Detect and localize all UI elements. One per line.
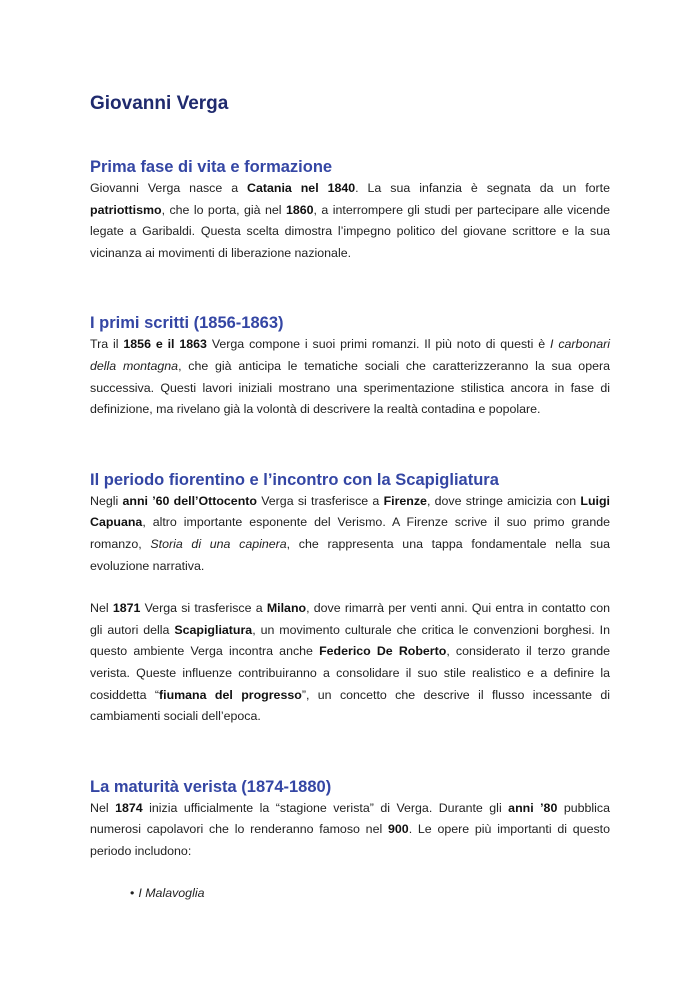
text-run: Nel <box>90 601 113 616</box>
text-run: , che lo porta, già nel <box>161 202 286 217</box>
bold-text: anni ’60 dell’Ottocento <box>122 493 257 508</box>
text-run: Negli <box>90 493 123 508</box>
text-run: inizia ufficialmente la “stagione verista” di Verga. Durante gli <box>142 800 509 815</box>
document-content <box>90 90 610 905</box>
section-paragraph <box>90 598 610 728</box>
section-heading: Il periodo fiorentino e l’incontro con la Scapigliatura <box>90 470 499 489</box>
text-run: Giovanni Verga nasce a <box>90 181 248 195</box>
text-run: . Le opere più importanti di questo periodo includono: <box>90 822 610 858</box>
text-run: , altro importante esponente del Verismo. A Firenze scrive il suo primo grande romanzo, <box>90 515 610 551</box>
text-run: Verga si trasferisce a <box>140 601 267 616</box>
list-item <box>130 883 610 905</box>
works-list <box>90 883 610 905</box>
section-heading: La maturità verista (1874-1880) <box>90 777 332 796</box>
bold-text: Luigi Capuana <box>90 493 610 530</box>
text-run: . La sua infanzia è segnata da un forte <box>355 181 610 195</box>
section-primi-scritti <box>90 312 610 420</box>
text-run: ”, un concetto che descrive il flusso incessante di cambiamenti sociali dell’epoca. <box>90 687 611 724</box>
section-paragraph <box>90 178 610 264</box>
section-periodo-fiorentino <box>90 469 610 728</box>
italic-title: I carbonari della montagna <box>90 337 610 373</box>
text-run: , che già anticipa le tematiche sociali che caratterizzeranno la sua opera successiva. Questi lavori iniziali mostrano una sperimentazione stilistica ancora in fase di definizione, ma rivelano già la volontà di descrivere la realtà contadina e popolare. <box>90 358 610 417</box>
text-run: Nel <box>90 800 116 815</box>
section-maturita-verista <box>90 776 610 905</box>
bold-text: 1871 <box>112 601 141 616</box>
text-run: Tra il <box>90 337 124 352</box>
text-run: , che rappresenta una tappa fondamentale nella sua evoluzione narrativa. <box>90 536 611 573</box>
text-run: , a interrompere gli studi per partecipare alle vicende legate a Garibaldi. Questa scelta dimostra l’impegno politico del giovane scrittore e la sua vicinanza ai movimenti di liberazione nazionale. <box>90 202 610 260</box>
section-prima-fase <box>90 156 610 264</box>
bold-text: Firenze <box>383 493 427 508</box>
bold-text: anni ’80 <box>508 800 558 815</box>
text-run: , un movimento culturale che critica le convenzioni borghesi. In questo ambiente Verga incontra anche <box>90 622 610 659</box>
text-run: Verga compone i suoi primi romanzi. Il più noto di questi è <box>206 337 551 352</box>
text-run: pubblica numerosi capolavori che lo renderanno famoso nel <box>90 800 610 837</box>
bold-text: 1860 <box>285 202 314 217</box>
bold-text: 900 <box>388 822 409 837</box>
bold-text: Federico De Roberto <box>319 644 447 659</box>
bold-text: 1874 <box>115 800 143 815</box>
bold-text: Milano <box>266 601 307 616</box>
section-heading: Prima fase di vita e formazione <box>90 158 333 176</box>
bold-text: patriottismo <box>90 202 162 217</box>
text-run: , dove stringe amicizia con <box>426 493 581 508</box>
list-item-text: I Malavoglia <box>138 886 205 901</box>
section-paragraph <box>90 798 610 863</box>
text-run: , dove rimarrà per venti anni. Qui entra in contatto con gli autori della <box>90 601 610 637</box>
section-heading: I primi scritti (1856-1863) <box>90 314 284 333</box>
text-run: , considerato il terzo grande verista. Queste influenze contribuiranno a consolidare il suo stile realistico e a definire la cosiddetta “ <box>90 644 610 702</box>
bold-text: 1856 e il 1863 <box>123 337 207 352</box>
section-paragraph <box>90 491 610 577</box>
bold-text: Catania nel 1840 <box>247 181 356 195</box>
list-bullet: • <box>130 886 135 901</box>
document-title: Giovanni Verga <box>90 93 229 114</box>
italic-title: Storia di una capinera <box>150 536 287 551</box>
bold-text: Scapigliatura <box>174 622 253 637</box>
text-run: Verga si trasferisce a <box>256 493 384 508</box>
bold-text: fiumana del progresso <box>159 687 302 702</box>
section-paragraph <box>90 334 610 420</box>
